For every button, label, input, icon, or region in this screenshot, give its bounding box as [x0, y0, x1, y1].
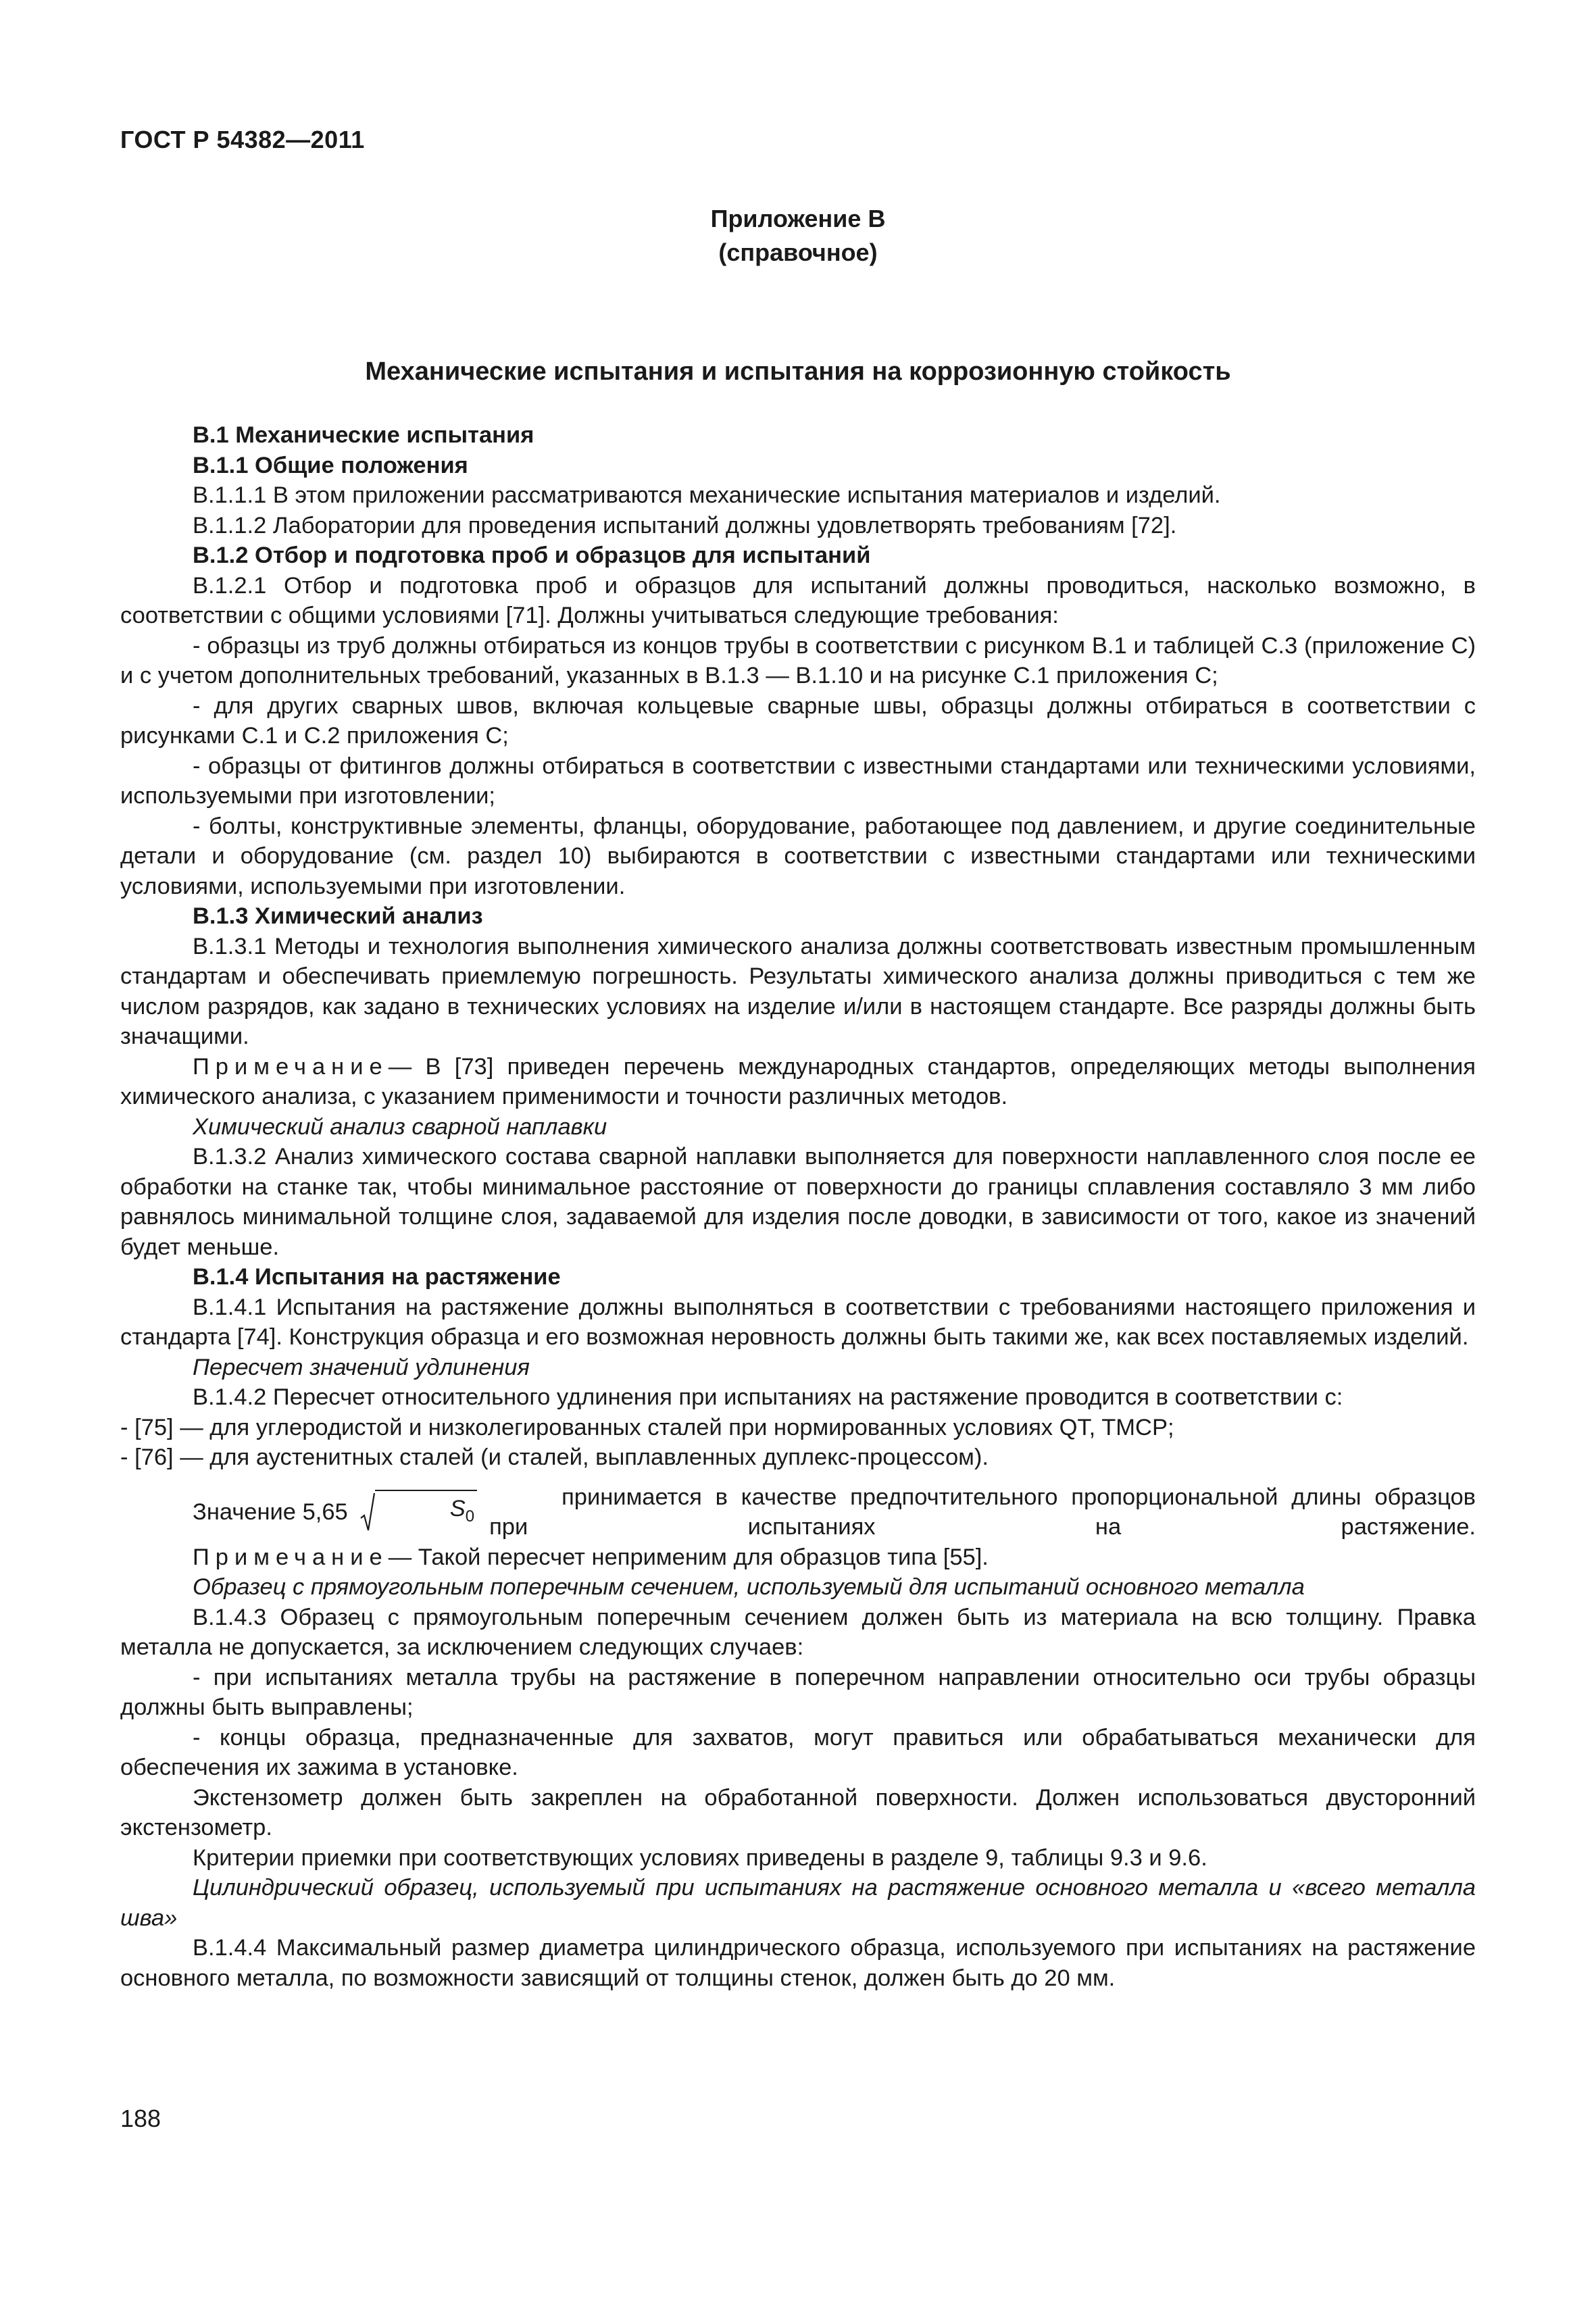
- paragraph: В.1.4.3 Образец с прямоугольным поперечным сечением должен быть из материала на всю толщину. Правка металла не допускается, за исключением следующих случаев:: [120, 1604, 1476, 1660]
- italic-subheading: Пересчет значений удлинения: [193, 1354, 530, 1380]
- page-number: 188: [120, 2105, 161, 2132]
- sqrt-formula: [360, 1492, 477, 1532]
- main-title: Механические испытания и испытания на коррозионную стойкость: [365, 357, 1231, 386]
- paragraph: В.1.1.1 В этом приложении рассматриваются механические испытания материалов и изделий.: [193, 482, 1221, 508]
- list-item: - для других сварных швов, включая кольцевые сварные швы, образцы должны отбираться в соответствии с рисунками С.1 и С.2 приложения С;: [120, 693, 1476, 749]
- formula-suffix: принимается в качестве предпочтительного пропорциональной длины образцов при испытаниях на растяжение.: [489, 1484, 1476, 1540]
- radicand-symbol: S: [449, 1496, 466, 1522]
- paragraph: В.1.4.2 Пересчет относительного удлинения при испытаниях на растяжение проводится в соответствии с:: [193, 1384, 1343, 1410]
- list-item: - болты, конструктивные элементы, фланцы, оборудование, работающее под давлением, и другие соединительные детали и оборудование (см. раздел 10) выбираются в соответствии с известными стандартами или техническими условиями, используемыми при изготовлении.: [120, 813, 1476, 899]
- list-item: - образцы от фитингов должны отбираться в соответствии с известными стандартами или техническими условиями, используемыми при изготовлении;: [120, 753, 1476, 809]
- appendix-title: Приложение В: [710, 205, 886, 232]
- document-body: [120, 420, 1476, 1993]
- italic-subheading: Образец с прямоугольным поперечным сечением, используемый для испытаний основного металла: [193, 1574, 1305, 1600]
- italic-subheading: Цилиндрический образец, используемый при испытаниях на растяжение основного металла и «всего металла шва»: [120, 1875, 1476, 1931]
- subsection-heading: В.1.4 Испытания на растяжение: [193, 1264, 561, 1290]
- formula-prefix: Значение 5,65: [193, 1499, 348, 1525]
- italic-subheading: Химический анализ сварной наплавки: [193, 1113, 607, 1140]
- paragraph: Критерии приемки при соответствующих условиях приведены в разделе 9, таблицы 9.3 и 9.6.: [193, 1844, 1207, 1871]
- note: [120, 1052, 1476, 1112]
- paragraph: В.1.3.1 Методы и технология выполнения химического анализа должны соответствовать известным промышленным стандартам и обеспечивать приемлемую погрешность. Результаты химического анализа должны приводиться с тем же числом разрядов, как задано в технических условиях на изделие и/или в настоящем стандарте. Все разряды должны быть значащими.: [120, 933, 1476, 1049]
- note-text: — В [73] приведен перечень международных стандартов, определяющих методы выполнения химического анализа, с указанием применимости и точности различных методов.: [120, 1053, 1476, 1109]
- standard-header: ГОСТ Р 54382—2011: [120, 126, 365, 153]
- paragraph: В.1.4.1 Испытания на растяжение должны выполняться в соответствии с требованиями настоящего приложения и стандарта [74]. Конструкция образца и его возможная неровность должны быть такими же, как всех поставляемых изделий.: [120, 1294, 1476, 1350]
- radicand: [375, 1490, 477, 1532]
- paragraph: Экстензометр должен быть закреплен на обработанной поверхности. Должен использоваться двусторонний экстензометр.: [120, 1784, 1476, 1840]
- paragraph: В.1.4.4 Максимальный размер диаметра цилиндрического образца, используемого при испытаниях на растяжение основного металла, по возможности зависящий от толщины стенок, должен быть до 20 мм.: [120, 1935, 1476, 1991]
- note-label: Примечание: [193, 1544, 389, 1570]
- note-label: Примечание: [193, 1053, 389, 1080]
- radicand-subscript: 0: [465, 1507, 475, 1526]
- subsection-heading: В.1.2 Отбор и подготовка проб и образцов для испытаний: [193, 543, 871, 568]
- note: [120, 1542, 1476, 1573]
- appendix-subtitle: (справочное): [718, 238, 878, 266]
- paragraph: В.1.2.1 Отбор и подготовка проб и образцов для испытаний должны проводиться, насколько возможно, в соответствии с общими условиями [71]. Должны учитываться следующие требования:: [120, 572, 1476, 628]
- subsection-heading: В.1.3 Химический анализ: [193, 903, 483, 929]
- paragraph: В.1.1.2 Лаборатории для проведения испытаний должны удовлетворять требованиям [72].: [193, 512, 1177, 538]
- list-item: - [76] — для аустенитных сталей (и сталей, выплавленных дуплекс-процессом).: [120, 1444, 989, 1470]
- list-item: - при испытаниях металла трубы на растяжение в поперечном направлении относительно оси трубы образцы должны быть выправлены;: [120, 1664, 1476, 1720]
- list-item: - образцы из труб должны отбираться из концов трубы в соответствии с рисунком В.1 и таблицей С.3 (приложение С) и с учетом дополнительных требований, указанных в В.1.3 — В.1.10 и на рисунке С.1 приложения С;: [120, 632, 1476, 688]
- radical-sign: [360, 1492, 375, 1532]
- section-heading: В.1 Механические испытания: [193, 422, 534, 448]
- list-item: - [75] — для углеродистой и низколегированных сталей при нормированных условиях QT, TMCP;: [120, 1414, 1174, 1440]
- list-item: - концы образца, предназначенные для захватов, могут правиться или обрабатываться механически для обеспечения их зажима в установке.: [120, 1724, 1476, 1780]
- paragraph: В.1.3.2 Анализ химического состава сварной наплавки выполняется для поверхности наплавленного слоя после ее обработки на станке так, чтобы минимальное расстояние от поверхности до границы сплавления составляло 3 мм либо равнялось минимальной толщине слоя, задаваемой для изделия после доводки, в зависимости от того, какое из значений будет меньше.: [120, 1144, 1476, 1260]
- note-text: — Такой пересчет неприменим для образцов типа [55].: [388, 1544, 989, 1570]
- subsection-heading: В.1.1 Общие положения: [193, 452, 468, 478]
- formula-line: [120, 1482, 1476, 1542]
